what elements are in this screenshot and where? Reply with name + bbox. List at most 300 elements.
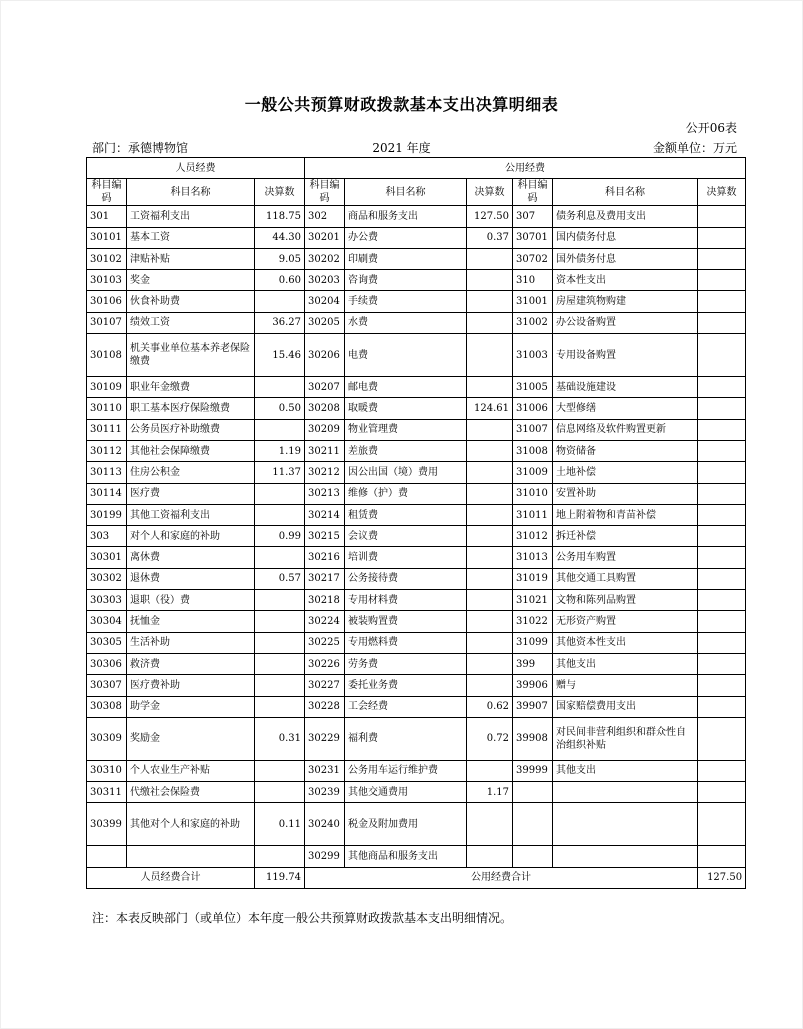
cell-amount	[255, 611, 305, 632]
table-row	[87, 760, 746, 781]
cell-code: 30303	[87, 590, 127, 611]
cell-name: 房屋建筑物购建	[553, 291, 698, 312]
cell-name: 取暖费	[345, 398, 467, 419]
cell-code: 30217	[305, 568, 345, 589]
cell-name: 工会经费	[345, 696, 467, 717]
table-row	[87, 611, 746, 632]
cell-code: 30102	[87, 248, 127, 269]
table-row	[87, 483, 746, 504]
name-header: 科目名称	[345, 179, 467, 206]
cell-code: 30103	[87, 270, 127, 291]
cell-amount	[698, 717, 746, 760]
cell-amount	[467, 632, 513, 653]
cell-name: 职业年金缴费	[127, 377, 255, 398]
cell-name: 文物和陈列品购置	[553, 590, 698, 611]
table-row	[87, 590, 746, 611]
cell-amount: 0.50	[255, 398, 305, 419]
cell-name: 医疗费	[127, 483, 255, 504]
cell-name: 专用设备购置	[553, 334, 698, 377]
cell-code: 30209	[305, 419, 345, 440]
cell-name: 其他支出	[553, 653, 698, 674]
code-header: 科目编码	[305, 179, 345, 206]
cell-amount	[467, 504, 513, 525]
cell-code: 30206	[305, 334, 345, 377]
cell-code: 31002	[513, 312, 553, 333]
cell-amount	[698, 504, 746, 525]
cell-amount	[467, 377, 513, 398]
cell-name: 维修（护）费	[345, 483, 467, 504]
cell-amount: 0.60	[255, 270, 305, 291]
cell-code: 31006	[513, 398, 553, 419]
cell-name: 对民间非营利组织和群众性自治组织补贴	[553, 717, 698, 760]
cell-code: 30299	[305, 846, 345, 867]
table-row	[87, 291, 746, 312]
cell-name: 个人农业生产补贴	[127, 760, 255, 781]
cell-code	[513, 782, 553, 803]
cell-code: 30701	[513, 227, 553, 248]
cell-name: 委托业务费	[345, 675, 467, 696]
cell-name: 其他社会保障缴费	[127, 440, 255, 461]
cell-code: 30227	[305, 675, 345, 696]
cell-name: 退休费	[127, 568, 255, 589]
cell-name	[127, 846, 255, 867]
cell-amount	[467, 846, 513, 867]
cell-code: 39908	[513, 717, 553, 760]
cell-amount	[698, 675, 746, 696]
cell-code: 30113	[87, 462, 127, 483]
cell-name: 专用燃料费	[345, 632, 467, 653]
cell-amount: 127.50	[467, 206, 513, 227]
cell-name: 大型修缮	[553, 398, 698, 419]
cell-name	[553, 846, 698, 867]
cell-amount: 9.05	[255, 248, 305, 269]
cell-amount: 0.72	[467, 717, 513, 760]
public-total-value: 127.50	[698, 867, 746, 888]
cell-amount	[467, 526, 513, 547]
cell-code: 30226	[305, 653, 345, 674]
cell-amount	[467, 419, 513, 440]
cell-code: 30228	[305, 696, 345, 717]
cell-amount: 11.37	[255, 462, 305, 483]
cell-amount	[698, 227, 746, 248]
cell-name: 其他商品和服务支出	[345, 846, 467, 867]
cell-amount	[467, 248, 513, 269]
cell-code: 30224	[305, 611, 345, 632]
cell-amount	[255, 504, 305, 525]
cell-code: 30207	[305, 377, 345, 398]
cell-amount	[698, 653, 746, 674]
cell-code: 39999	[513, 760, 553, 781]
cell-amount	[698, 846, 746, 867]
cell-code: 30108	[87, 334, 127, 377]
cell-name: 被装购置费	[345, 611, 467, 632]
cell-code: 303	[87, 526, 127, 547]
cell-code: 30114	[87, 483, 127, 504]
cell-name	[553, 803, 698, 846]
cell-amount: 0.62	[467, 696, 513, 717]
cell-code: 31007	[513, 419, 553, 440]
table-row	[87, 419, 746, 440]
cell-name: 债务利息及费用支出	[553, 206, 698, 227]
cell-name: 租赁费	[345, 504, 467, 525]
cell-name: 生活补助	[127, 632, 255, 653]
cell-amount	[698, 782, 746, 803]
cell-code: 30304	[87, 611, 127, 632]
cell-code: 30213	[305, 483, 345, 504]
cell-name: 土地补偿	[553, 462, 698, 483]
personnel-expense-header: 人员经费	[87, 158, 305, 179]
cell-name: 离休费	[127, 547, 255, 568]
cell-name: 地上附着物和青苗补偿	[553, 504, 698, 525]
cell-amount	[467, 760, 513, 781]
cell-amount	[467, 611, 513, 632]
cell-code: 30211	[305, 440, 345, 461]
cell-amount	[255, 760, 305, 781]
public-expense-header: 公用经费	[305, 158, 746, 179]
cell-amount	[467, 803, 513, 846]
cell-amount	[698, 312, 746, 333]
cell-code: 30216	[305, 547, 345, 568]
form-number: 公开06表	[685, 121, 737, 135]
cell-name: 电费	[345, 334, 467, 377]
cell-amount	[467, 675, 513, 696]
cell-amount: 1.17	[467, 782, 513, 803]
cell-amount	[467, 483, 513, 504]
table-row	[87, 227, 746, 248]
cell-name: 培训费	[345, 547, 467, 568]
cell-code: 30110	[87, 398, 127, 419]
cell-amount	[467, 568, 513, 589]
cell-code: 31019	[513, 568, 553, 589]
cell-code: 30225	[305, 632, 345, 653]
table-row	[87, 568, 746, 589]
cell-amount: 0.11	[255, 803, 305, 846]
cell-code: 31011	[513, 504, 553, 525]
cell-amount	[467, 547, 513, 568]
cell-code: 30111	[87, 419, 127, 440]
cell-amount	[698, 526, 746, 547]
cell-amount	[467, 590, 513, 611]
cell-amount	[255, 291, 305, 312]
cell-amount	[698, 248, 746, 269]
table-row	[87, 547, 746, 568]
cell-name: 助学金	[127, 696, 255, 717]
cell-amount	[255, 696, 305, 717]
personnel-total-value: 119.74	[255, 867, 305, 888]
cell-code: 31013	[513, 547, 553, 568]
cell-code: 30306	[87, 653, 127, 674]
cell-name: 税金及附加费用	[345, 803, 467, 846]
public-total-label: 公用经费合计	[305, 867, 698, 888]
cell-amount	[255, 846, 305, 867]
cell-amount: 0.99	[255, 526, 305, 547]
cell-name: 公务用车购置	[553, 547, 698, 568]
cell-name: 福利费	[345, 717, 467, 760]
cell-amount	[698, 419, 746, 440]
cell-name: 救济费	[127, 653, 255, 674]
cell-name: 国内债务付息	[553, 227, 698, 248]
cell-name: 津贴补贴	[127, 248, 255, 269]
cell-name: 奖励金	[127, 717, 255, 760]
cell-code: 30240	[305, 803, 345, 846]
cell-name: 代缴社会保险费	[127, 782, 255, 803]
cell-code: 31021	[513, 590, 553, 611]
table-row	[87, 526, 746, 547]
cell-amount	[698, 334, 746, 377]
cell-amount: 118.75	[255, 206, 305, 227]
cell-code: 31008	[513, 440, 553, 461]
cell-name: 办公费	[345, 227, 467, 248]
cell-amount	[467, 291, 513, 312]
cell-code: 30203	[305, 270, 345, 291]
amount-header: 决算数	[255, 179, 305, 206]
cell-amount: 36.27	[255, 312, 305, 333]
table-row	[87, 248, 746, 269]
cell-code: 30215	[305, 526, 345, 547]
page-title: 一般公共预算财政拨款基本支出决算明细表	[244, 95, 559, 114]
cell-amount	[698, 440, 746, 461]
cell-name: 专用材料费	[345, 590, 467, 611]
cell-amount	[698, 803, 746, 846]
table-row	[87, 312, 746, 333]
cell-amount	[698, 611, 746, 632]
cell-code: 30212	[305, 462, 345, 483]
cell-amount	[255, 419, 305, 440]
cell-name: 信息网络及软件购置更新	[553, 419, 698, 440]
table-row	[87, 398, 746, 419]
table-row	[87, 803, 746, 846]
cell-amount	[698, 398, 746, 419]
cell-code: 301	[87, 206, 127, 227]
cell-amount	[255, 675, 305, 696]
cell-amount	[467, 270, 513, 291]
cell-amount	[255, 377, 305, 398]
amount-unit: 金额单位：万元	[652, 141, 737, 155]
cell-code: 30109	[87, 377, 127, 398]
table-row	[87, 270, 746, 291]
cell-name: 其他支出	[553, 760, 698, 781]
cell-code: 30106	[87, 291, 127, 312]
cell-name: 住房公积金	[127, 462, 255, 483]
cell-amount	[698, 696, 746, 717]
cell-code: 31099	[513, 632, 553, 653]
cell-name: 拆迁补偿	[553, 526, 698, 547]
cell-name: 物资储备	[553, 440, 698, 461]
cell-amount	[467, 312, 513, 333]
cell-code: 399	[513, 653, 553, 674]
department-label: 部门：承德博物馆	[92, 141, 189, 155]
name-header: 科目名称	[127, 179, 255, 206]
cell-name: 印刷费	[345, 248, 467, 269]
cell-amount	[467, 462, 513, 483]
cell-name: 公务接待费	[345, 568, 467, 589]
cell-name: 国家赔偿费用支出	[553, 696, 698, 717]
expense-detail-table	[86, 157, 746, 889]
cell-name: 公务用车运行维护费	[345, 760, 467, 781]
cell-code: 31010	[513, 483, 553, 504]
cell-amount	[255, 632, 305, 653]
cell-code: 30302	[87, 568, 127, 589]
cell-name: 手续费	[345, 291, 467, 312]
cell-code: 30218	[305, 590, 345, 611]
cell-amount	[467, 440, 513, 461]
code-header: 科目编码	[87, 179, 127, 206]
cell-amount: 15.46	[255, 334, 305, 377]
cell-name	[553, 782, 698, 803]
cell-name: 绩效工资	[127, 312, 255, 333]
cell-amount	[698, 377, 746, 398]
name-header: 科目名称	[553, 179, 698, 206]
cell-amount	[698, 206, 746, 227]
cell-code: 31001	[513, 291, 553, 312]
footnote: 注：本表反映部门（或单位）本年度一般公共预算财政拨款基本支出明细情况。	[92, 911, 513, 925]
cell-amount	[698, 760, 746, 781]
cell-code: 31012	[513, 526, 553, 547]
cell-code: 30208	[305, 398, 345, 419]
table-row	[87, 653, 746, 674]
table-row	[87, 377, 746, 398]
cell-amount	[255, 483, 305, 504]
table-row	[87, 440, 746, 461]
amount-header: 决算数	[467, 179, 513, 206]
cell-name: 物业管理费	[345, 419, 467, 440]
cell-amount	[255, 782, 305, 803]
table-row	[87, 462, 746, 483]
cell-code: 307	[513, 206, 553, 227]
cell-name: 机关事业单位基本养老保险缴费	[127, 334, 255, 377]
cell-code: 39907	[513, 696, 553, 717]
cell-amount	[255, 590, 305, 611]
cell-name: 对个人和家庭的补助	[127, 526, 255, 547]
cell-code: 30307	[87, 675, 127, 696]
cell-code: 30101	[87, 227, 127, 248]
amount-header: 决算数	[698, 179, 746, 206]
cell-name: 伙食补助费	[127, 291, 255, 312]
cell-amount	[698, 547, 746, 568]
table-row	[87, 206, 746, 227]
cell-code: 30702	[513, 248, 553, 269]
cell-name: 办公设备购置	[553, 312, 698, 333]
cell-code: 30112	[87, 440, 127, 461]
cell-name: 其他对个人和家庭的补助	[127, 803, 255, 846]
cell-amount	[467, 334, 513, 377]
cell-code: 30305	[87, 632, 127, 653]
table-row	[87, 334, 746, 377]
cell-code: 30199	[87, 504, 127, 525]
cell-code: 30239	[305, 782, 345, 803]
cell-name: 其他工资福利支出	[127, 504, 255, 525]
cell-name: 退职（役）费	[127, 590, 255, 611]
cell-amount: 0.31	[255, 717, 305, 760]
cell-amount: 124.61	[467, 398, 513, 419]
table-row	[87, 504, 746, 525]
cell-name: 其他交通工具购置	[553, 568, 698, 589]
cell-name: 公务员医疗补助缴费	[127, 419, 255, 440]
cell-name: 差旅费	[345, 440, 467, 461]
cell-amount	[698, 291, 746, 312]
cell-amount	[698, 462, 746, 483]
cell-code: 30231	[305, 760, 345, 781]
cell-code	[513, 803, 553, 846]
cell-amount: 0.57	[255, 568, 305, 589]
table-row	[87, 675, 746, 696]
cell-code: 30310	[87, 760, 127, 781]
cell-code: 30202	[305, 248, 345, 269]
cell-name: 会议费	[345, 526, 467, 547]
cell-name: 安置补助	[553, 483, 698, 504]
cell-code: 31009	[513, 462, 553, 483]
cell-amount	[698, 483, 746, 504]
cell-name: 因公出国（境）费用	[345, 462, 467, 483]
cell-amount	[467, 653, 513, 674]
cell-name: 其他交通费用	[345, 782, 467, 803]
cell-amount	[698, 270, 746, 291]
cell-amount: 44.30	[255, 227, 305, 248]
cell-name: 咨询费	[345, 270, 467, 291]
table-row	[87, 696, 746, 717]
cell-amount	[698, 590, 746, 611]
cell-code	[513, 846, 553, 867]
cell-name: 劳务费	[345, 653, 467, 674]
fiscal-year: 2021 年度	[372, 141, 431, 155]
cell-code: 30204	[305, 291, 345, 312]
table-row	[87, 632, 746, 653]
cell-name: 水费	[345, 312, 467, 333]
cell-name: 邮电费	[345, 377, 467, 398]
cell-code: 302	[305, 206, 345, 227]
cell-code: 39906	[513, 675, 553, 696]
cell-code: 30301	[87, 547, 127, 568]
cell-name: 工资福利支出	[127, 206, 255, 227]
cell-amount: 0.37	[467, 227, 513, 248]
cell-code: 30201	[305, 227, 345, 248]
cell-amount: 1.19	[255, 440, 305, 461]
personnel-total-label: 人员经费合计	[87, 867, 255, 888]
table-row	[87, 782, 746, 803]
cell-amount	[255, 653, 305, 674]
cell-name: 其他资本性支出	[553, 632, 698, 653]
cell-amount	[255, 547, 305, 568]
cell-code: 30311	[87, 782, 127, 803]
table-row	[87, 846, 746, 867]
cell-name: 商品和服务支出	[345, 206, 467, 227]
cell-name: 赠与	[553, 675, 698, 696]
cell-amount	[698, 568, 746, 589]
table-row	[87, 717, 746, 760]
cell-name: 奖金	[127, 270, 255, 291]
cell-code: 31003	[513, 334, 553, 377]
cell-code: 310	[513, 270, 553, 291]
cell-name: 无形资产购置	[553, 611, 698, 632]
cell-name: 资本性支出	[553, 270, 698, 291]
cell-code	[87, 846, 127, 867]
cell-name: 基础设施建设	[553, 377, 698, 398]
cell-code: 31005	[513, 377, 553, 398]
cell-code: 30107	[87, 312, 127, 333]
cell-code: 30309	[87, 717, 127, 760]
cell-code: 30399	[87, 803, 127, 846]
cell-code: 30214	[305, 504, 345, 525]
cell-code: 30308	[87, 696, 127, 717]
code-header: 科目编码	[513, 179, 553, 206]
cell-code: 30205	[305, 312, 345, 333]
cell-name: 国外债务付息	[553, 248, 698, 269]
cell-name: 基本工资	[127, 227, 255, 248]
cell-name: 医疗费补助	[127, 675, 255, 696]
cell-name: 抚恤金	[127, 611, 255, 632]
cell-amount	[698, 632, 746, 653]
cell-code: 30229	[305, 717, 345, 760]
